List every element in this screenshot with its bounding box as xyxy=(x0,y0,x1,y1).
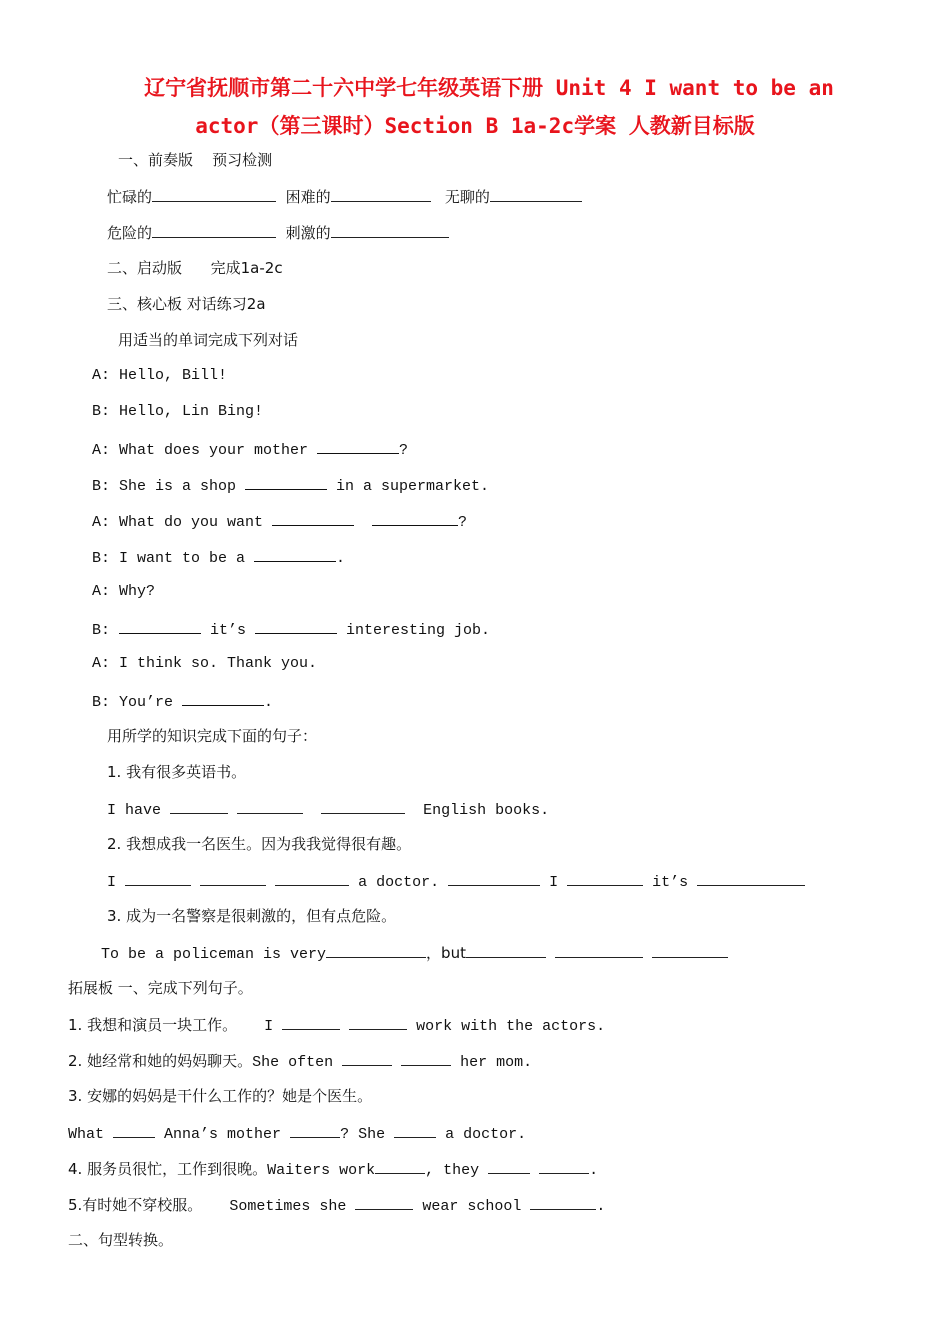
section-3-label: 三、核心板 xyxy=(107,295,183,313)
blank[interactable] xyxy=(394,1122,436,1138)
section-3-task: 对话练习2a xyxy=(186,295,266,313)
blank[interactable] xyxy=(355,1194,413,1210)
dialog-line: A: Why? xyxy=(92,583,156,600)
extension-item-3-english: What Anna’s mother ? She a doctor. xyxy=(68,1122,526,1145)
sentence-2-chinese: 2. 我想成我一名医生。因为我我觉得很有趣。 xyxy=(107,835,412,853)
blank[interactable] xyxy=(401,1050,451,1066)
sentence-1-english: I have English books. xyxy=(107,798,549,821)
blank[interactable] xyxy=(254,546,336,562)
blank[interactable] xyxy=(152,186,276,202)
blank[interactable] xyxy=(697,870,805,886)
blank[interactable] xyxy=(290,1122,340,1138)
blank[interactable] xyxy=(113,1122,155,1138)
blank[interactable] xyxy=(488,1158,530,1174)
blank[interactable] xyxy=(448,870,540,886)
blank[interactable] xyxy=(331,186,431,202)
section-1-heading xyxy=(118,150,272,170)
dialog-line: A: I think so. Thank you. xyxy=(92,655,318,672)
blank[interactable] xyxy=(375,1158,425,1174)
blank[interactable] xyxy=(272,510,354,526)
dialog-line: A: What does your mother ? xyxy=(92,438,408,461)
extension-item-5: 5.有时她不穿校服。 Sometimes she wear school . xyxy=(68,1196,606,1215)
blank[interactable] xyxy=(255,618,337,634)
section-1-label: 一、前奏版 xyxy=(118,151,194,169)
sentence-1-chinese: 1. 我有很多英语书。 xyxy=(107,763,247,781)
vocab-exciting: 刺激的 xyxy=(285,224,331,242)
blank[interactable] xyxy=(200,870,266,886)
section-2-heading xyxy=(107,258,283,278)
blank[interactable] xyxy=(125,870,191,886)
blank[interactable] xyxy=(490,186,582,202)
blank[interactable] xyxy=(282,1014,340,1030)
blank[interactable] xyxy=(539,1158,589,1174)
vocab-difficult: 困难的 xyxy=(285,188,331,206)
sentence-3-english: To be a policeman is very ，but xyxy=(101,942,728,965)
dialog-line: B: I want to be a . xyxy=(92,546,345,569)
blank[interactable] xyxy=(119,618,201,634)
blank[interactable] xyxy=(326,942,426,958)
dialog-line: B: it’s interesting job. xyxy=(92,618,490,641)
blank[interactable] xyxy=(331,222,449,238)
extension-heading: 拓展板 一、完成下列句子。 xyxy=(68,979,253,997)
blank[interactable] xyxy=(182,690,264,706)
vocab-row-2 xyxy=(107,222,449,243)
extension-heading-2: 二、句型转换。 xyxy=(68,1231,174,1249)
vocab-dangerous: 危险的 xyxy=(107,224,153,242)
dialog-line: A: Hello, Bill! xyxy=(92,367,228,384)
blank[interactable] xyxy=(372,510,458,526)
title-line-2: actor（第三课时）Section B 1a-2c学案 人教新目标版 xyxy=(195,114,755,138)
blank[interactable] xyxy=(466,942,546,958)
dialog-line: B: You’re . xyxy=(92,690,273,713)
dialog-line: B: She is a shop in a supermarket. xyxy=(92,474,489,497)
blank[interactable] xyxy=(555,942,643,958)
blank[interactable] xyxy=(237,798,303,814)
section-3-heading xyxy=(107,294,266,314)
extension-item-4: 4. 服务员很忙，工作到很晚。Waiters work , they . xyxy=(68,1160,599,1179)
section-2-task: 完成1a-2c xyxy=(210,259,283,277)
blank[interactable] xyxy=(567,870,643,886)
sentence-3-chinese: 3. 成为一名警察是很刺激的，但有点危险。 xyxy=(107,907,397,925)
vocab-boring: 无聊的 xyxy=(444,188,490,206)
extension-item-1: 1. 我想和演员一块工作。 I work with the actors. xyxy=(68,1016,606,1035)
blank[interactable] xyxy=(321,798,405,814)
vocab-busy: 忙碌的 xyxy=(107,188,153,206)
blank[interactable] xyxy=(530,1194,596,1210)
blank[interactable] xyxy=(152,222,276,238)
dialog-line: B: Hello, Lin Bing! xyxy=(92,403,264,420)
blank[interactable] xyxy=(652,942,728,958)
extension-item-3-chinese: 3. 安娜的妈妈是干什么工作的？她是个医生。 xyxy=(68,1087,373,1105)
extension-item-2: 2. 她经常和她的妈妈聊天。She often her mom. xyxy=(68,1052,533,1071)
blank[interactable] xyxy=(342,1050,392,1066)
sentence-2-english: I a doctor. I it’s xyxy=(107,870,805,893)
blank[interactable] xyxy=(275,870,349,886)
section-2-label: 二、启动版 xyxy=(107,259,183,277)
title-line-1: 辽宁省抚顺市第二十六中学七年级英语下册 Unit 4 I want to be an xyxy=(144,76,834,100)
vocab-row-1 xyxy=(107,186,582,207)
blank[interactable] xyxy=(317,438,399,454)
blank[interactable] xyxy=(170,798,228,814)
blank[interactable] xyxy=(245,474,327,490)
section-1-task: 预习检测 xyxy=(212,151,273,169)
dialog-instruction: 用适当的单词完成下列对话 xyxy=(118,331,299,349)
dialog-line: A: What do you want ? xyxy=(92,510,467,533)
blank[interactable] xyxy=(349,1014,407,1030)
sentence-instruction: 用所学的知识完成下面的句子： xyxy=(107,727,318,745)
